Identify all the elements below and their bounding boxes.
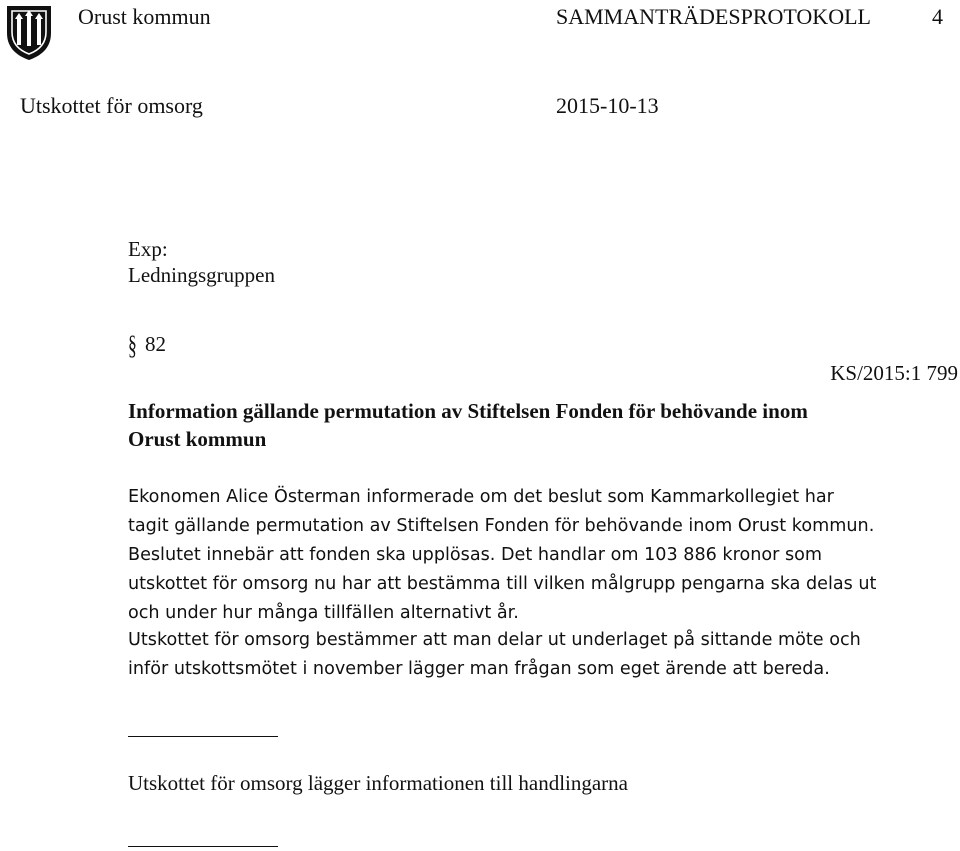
body-line: Beslutet innebär att fonden ska upplösas. Det handlar om 103 886 kronor som — [128, 545, 823, 565]
section-symbol: § — [128, 330, 137, 360]
separator-rule-bottom — [128, 846, 278, 847]
separator-rule-top — [128, 736, 278, 737]
header-page-number: 4 — [932, 4, 943, 29]
section-title-line1: Information gällande permutation av Stiftelsen Fonden för behövande inom — [128, 399, 808, 423]
body-line: utskottet för omsorg nu har att bestämma till vilken målgrupp pengarna ska delas ut — [128, 574, 877, 594]
body-line: Ekonomen Alice Österman informerade om det beslut som Kammarkollegiet har — [128, 487, 834, 507]
header-committee: Utskottet för omsorg — [20, 93, 203, 118]
header-doc-type: SAMMANTRÄDESPROTOKOLL — [556, 4, 871, 29]
case-number: KS/2015:1 799 — [830, 361, 958, 385]
recipient: Ledningsgruppen — [128, 263, 275, 287]
orust-kommun-logo — [4, 3, 54, 61]
section-number: 82 — [145, 332, 166, 356]
body-line: tagit gällande permutation av Stiftelsen Fonden för behövande inom Orust kommun. — [128, 516, 875, 536]
decision-text: Utskottet för omsorg lägger informationen till handlingarna — [128, 771, 629, 795]
body-line: och under hur många tillfällen alternativt år. — [128, 603, 519, 623]
body-line: Utskottet för omsorg bestämmer att man delar ut underlaget på sittande möte och — [128, 630, 861, 650]
body-line: inför utskottsmötet i november lägger man frågan som eget ärende att bereda. — [128, 659, 830, 679]
exp-label: Exp: — [128, 237, 168, 261]
section-title-line2: Orust kommun — [128, 427, 267, 451]
header-org: Orust kommun — [78, 4, 211, 29]
header-date: 2015-10-13 — [556, 93, 659, 118]
